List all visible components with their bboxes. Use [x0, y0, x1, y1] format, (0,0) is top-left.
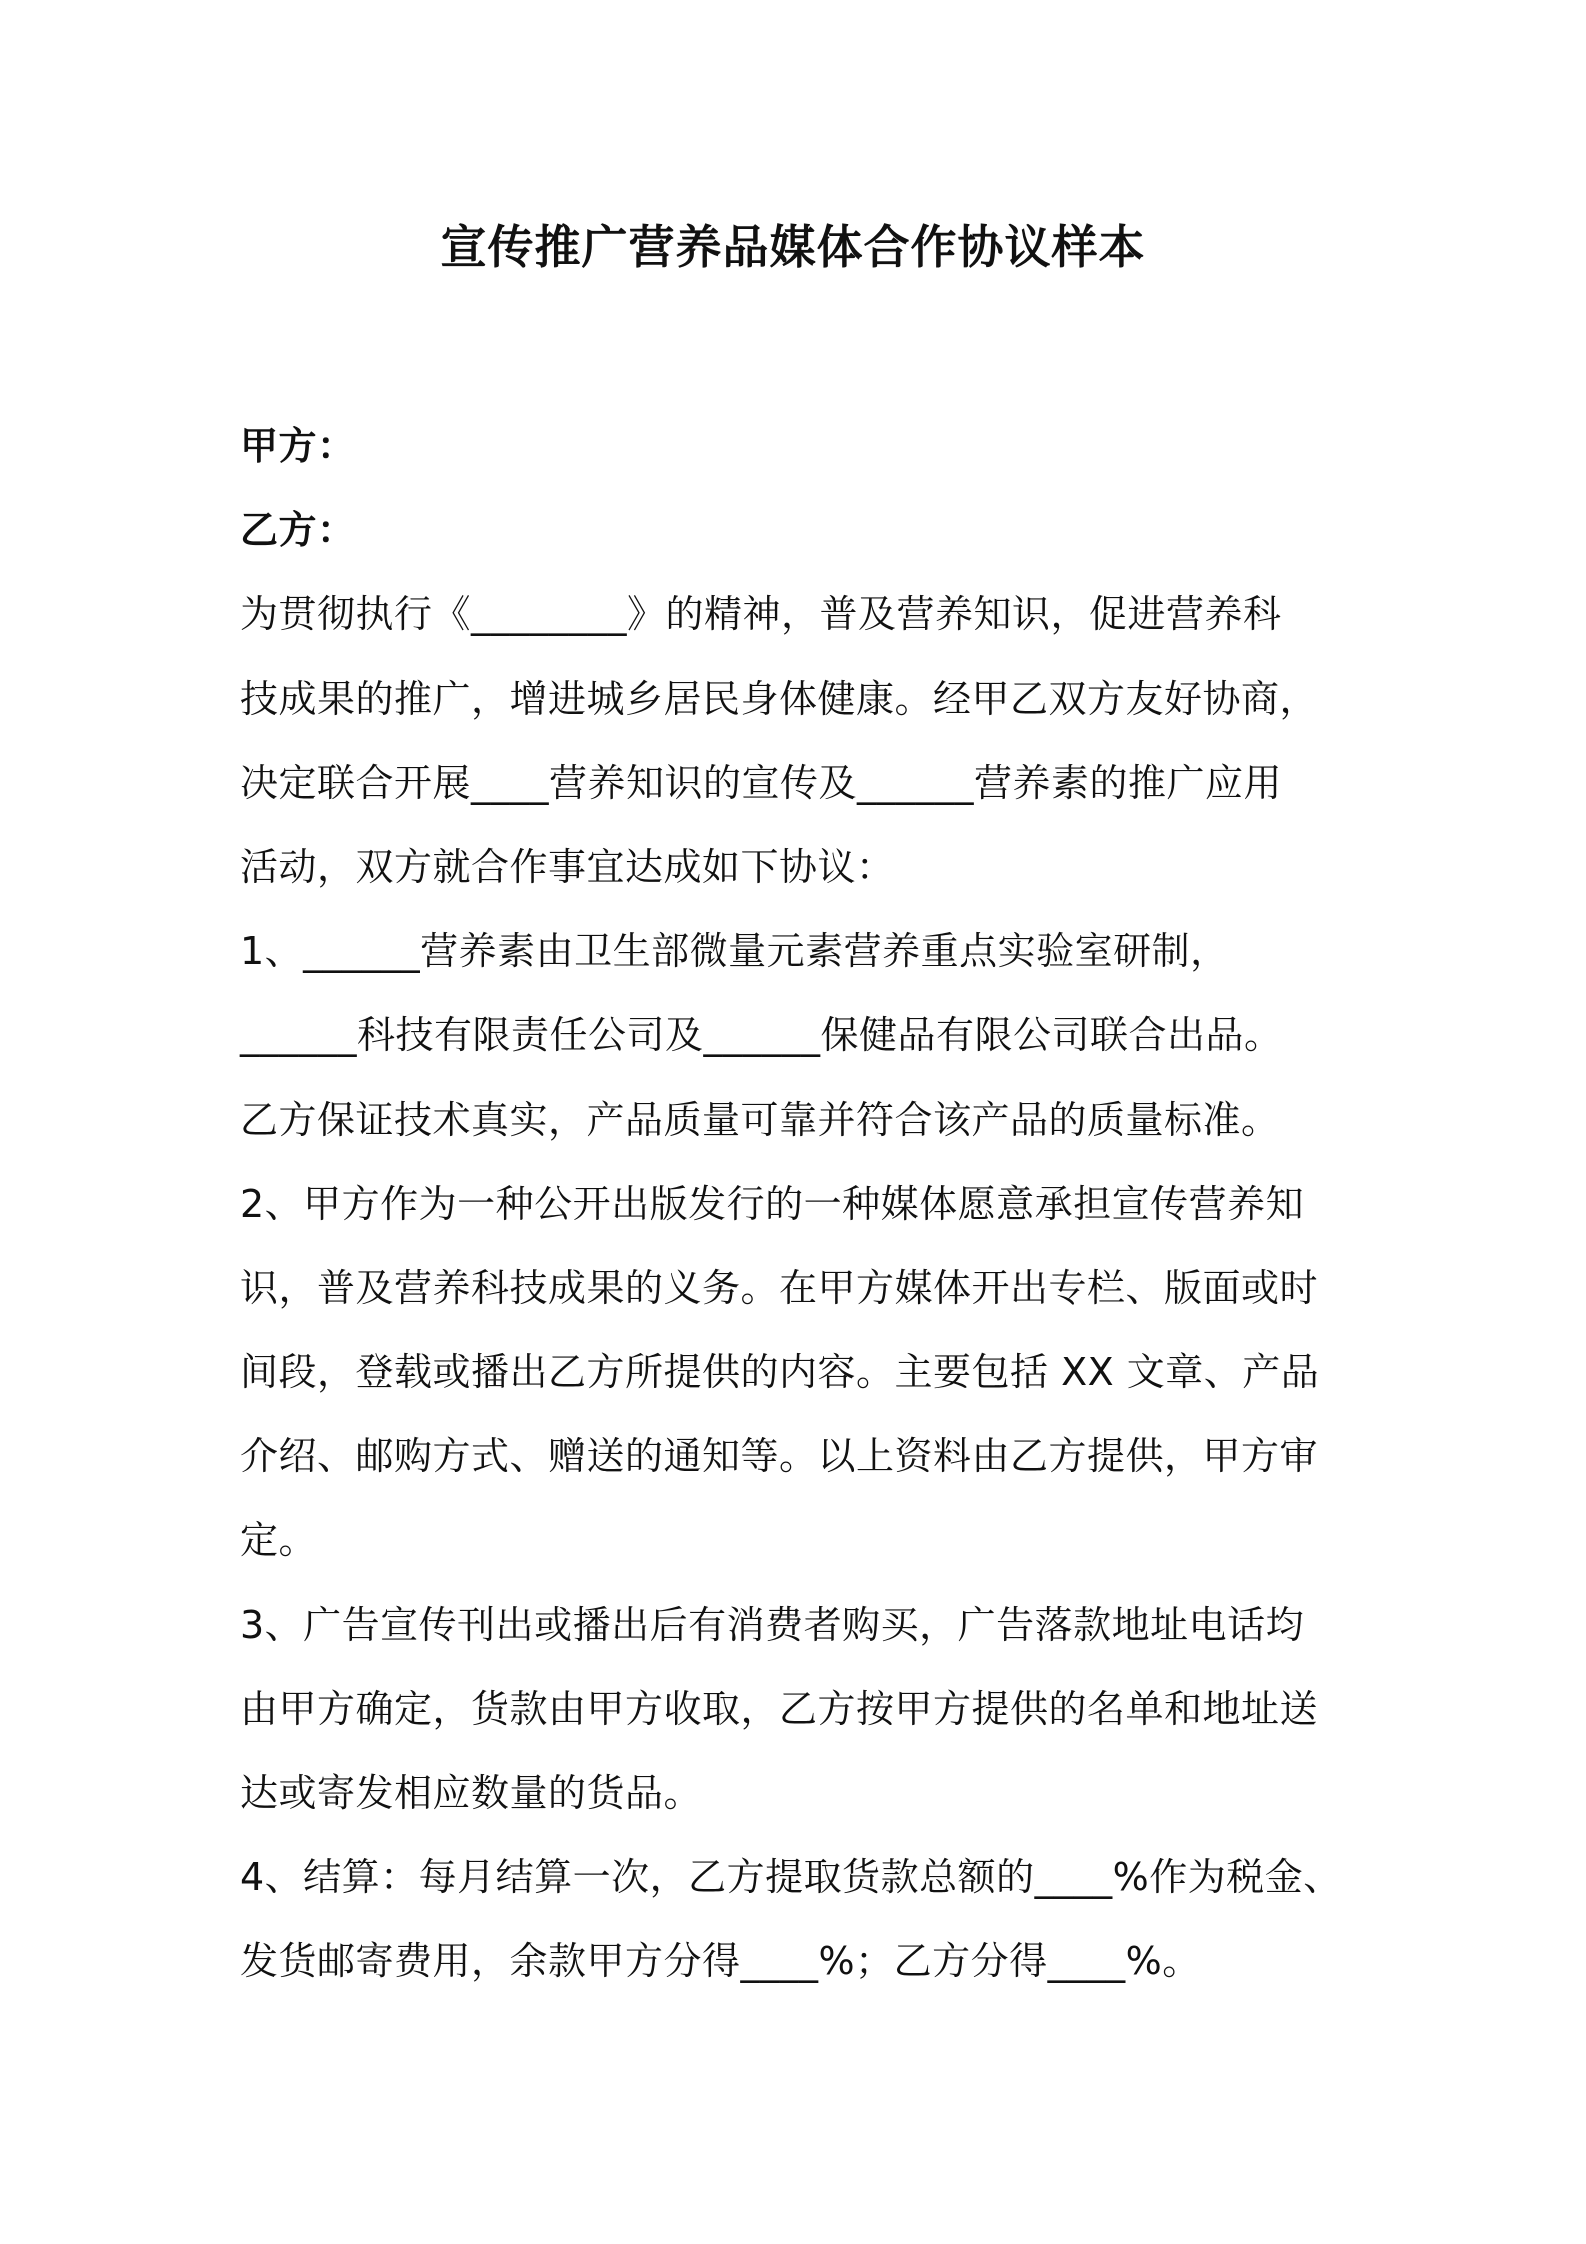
paragraph-line: 为贯彻执行《________》的精神，普及营养知识，促进营养科	[240, 592, 1282, 637]
clause-2-line: 2、甲方作为一种公开出版发行的一种媒体愿意承担宣传营养知	[240, 1181, 1305, 1226]
clause-1-line: ______科技有限责任公司及______保健品有限公司联合出品。	[240, 1013, 1283, 1058]
party-a-label: 甲方：	[240, 424, 356, 468]
document-title: 宣传推广营养品媒体合作协议样本	[440, 220, 1146, 274]
paragraph-line: 决定联合开展____营养知识的宣传及______营养素的推广应用	[240, 760, 1283, 805]
paragraph-line: 技成果的推广，增进城乡居民身体健康。经甲乙双方友好协商，	[240, 676, 1319, 721]
clause-2-line: 介绍、邮购方式、赠送的通知等。以上资料由乙方提供，甲方审	[240, 1434, 1319, 1479]
clause-3-line: 由甲方确定，货款由甲方收取，乙方按甲方提供的名单和地址送	[240, 1686, 1319, 1731]
party-b-label: 乙方：	[240, 508, 356, 553]
clause-2-line: 定。	[240, 1518, 318, 1563]
clause-2-line: 间段，登载或播出乙方所提供的内容。主要包括 XX 文章、产品	[240, 1350, 1320, 1395]
clause-2-line: 识，普及营养科技成果的义务。在甲方媒体开出专栏、版面或时	[240, 1265, 1319, 1310]
clause-3-line: 3、广告宣传刊出或播出后有消费者购买，广告落款地址电话均	[240, 1602, 1305, 1647]
paragraph-line: 活动，双方就合作事宜达成如下协议：	[240, 844, 895, 889]
clause-4-line: 4、结算：每月结算一次，乙方提取货款总额的____%作为税金、	[240, 1855, 1342, 1900]
clause-1-line: 乙方保证技术真实，产品质量可靠并符合该产品的质量标准。	[240, 1097, 1280, 1142]
clause-4-line: 发货邮寄费用，余款甲方分得____%；乙方分得____%。	[240, 1939, 1201, 1984]
clause-3-line: 达或寄发相应数量的货品。	[240, 1771, 703, 1815]
document-body	[240, 404, 1350, 2004]
clause-1-line: 1、______营养素由卫生部微量元素营养重点实验室研制，	[240, 929, 1229, 974]
